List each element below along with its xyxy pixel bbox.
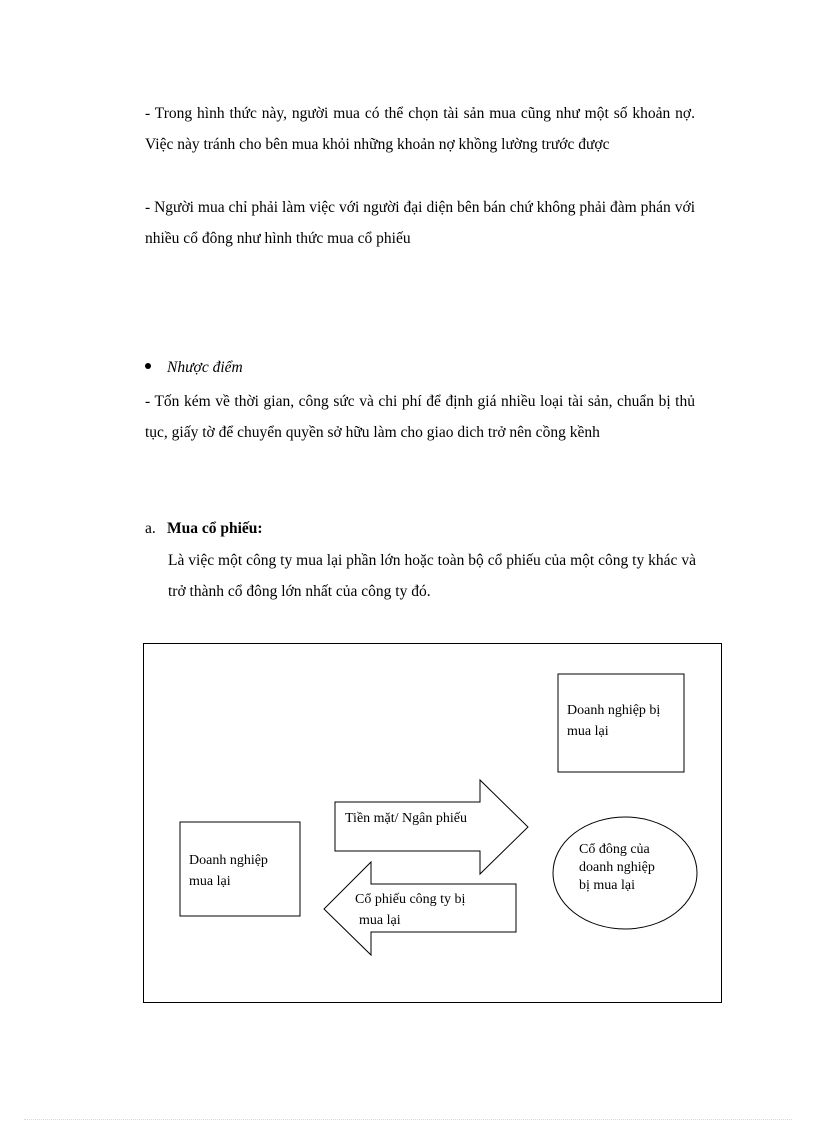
heading-title: Mua cổ phiếu: [167, 520, 263, 537]
page-bottom-divider [24, 1119, 792, 1120]
paragraph-asset-selection: - Trong hình thức này, người mua có thể chọn tài sản mua cũng như một số khoản nợ. Việc này tránh cho bên mua khỏi những khoản nợ khồng lường trước được [145, 105, 695, 153]
paragraph-share-purchase-definition: Là việc một công ty mua lại phần lớn hoặc toàn bộ cổ phiếu của một công ty khác và trở thành cổ đông lớn nhất của công ty đó. [168, 552, 696, 600]
target-company-box [558, 674, 684, 772]
bullet-disadvantages [145, 352, 243, 383]
shares-arrow-line-1: Cổ phiếu công ty bị [355, 892, 466, 907]
section-heading [145, 513, 263, 544]
paragraph-cost: - Tốn kém về thời gian, công sức và chi phí để định giá nhiều loại tài sản, chuẩn bị thủ tục, giấy tờ để chuyển quyền sở hữu làm cho giao dich trở nên cồng kềnh [145, 393, 695, 441]
target-company-line-1: Doanh nghiệp bị [567, 703, 661, 718]
share-purchase-diagram [143, 643, 722, 1003]
shareholders-line-1: Cổ đông của [579, 842, 650, 857]
acquirer-box [180, 822, 300, 916]
shareholders-ellipse [553, 817, 697, 929]
shares-arrow-line-2: mua lại [359, 913, 401, 928]
paragraph-negotiation: - Người mua chỉ phải làm việc với người đại diện bên bán chứ không phải đàm phán với nhiều cổ đông như hình thức mua cổ phiếu [145, 199, 695, 247]
cash-arrow-label: Tiền mặt/ Ngân phiếu [345, 811, 467, 826]
shares-arrow [324, 862, 516, 955]
shareholders-line-2: doanh nghiệp [579, 860, 655, 875]
shareholders-line-3: bị mua lại [579, 878, 635, 893]
bullet-dot-icon [145, 363, 151, 369]
acquirer-line-1: Doanh nghiệp [189, 853, 268, 868]
acquirer-line-2: mua lại [189, 874, 231, 889]
heading-marker: a. [145, 520, 156, 537]
bullet-label: Nhược điểm [167, 359, 243, 376]
cash-arrow [335, 780, 528, 874]
target-company-line-2: mua lại [567, 724, 609, 739]
